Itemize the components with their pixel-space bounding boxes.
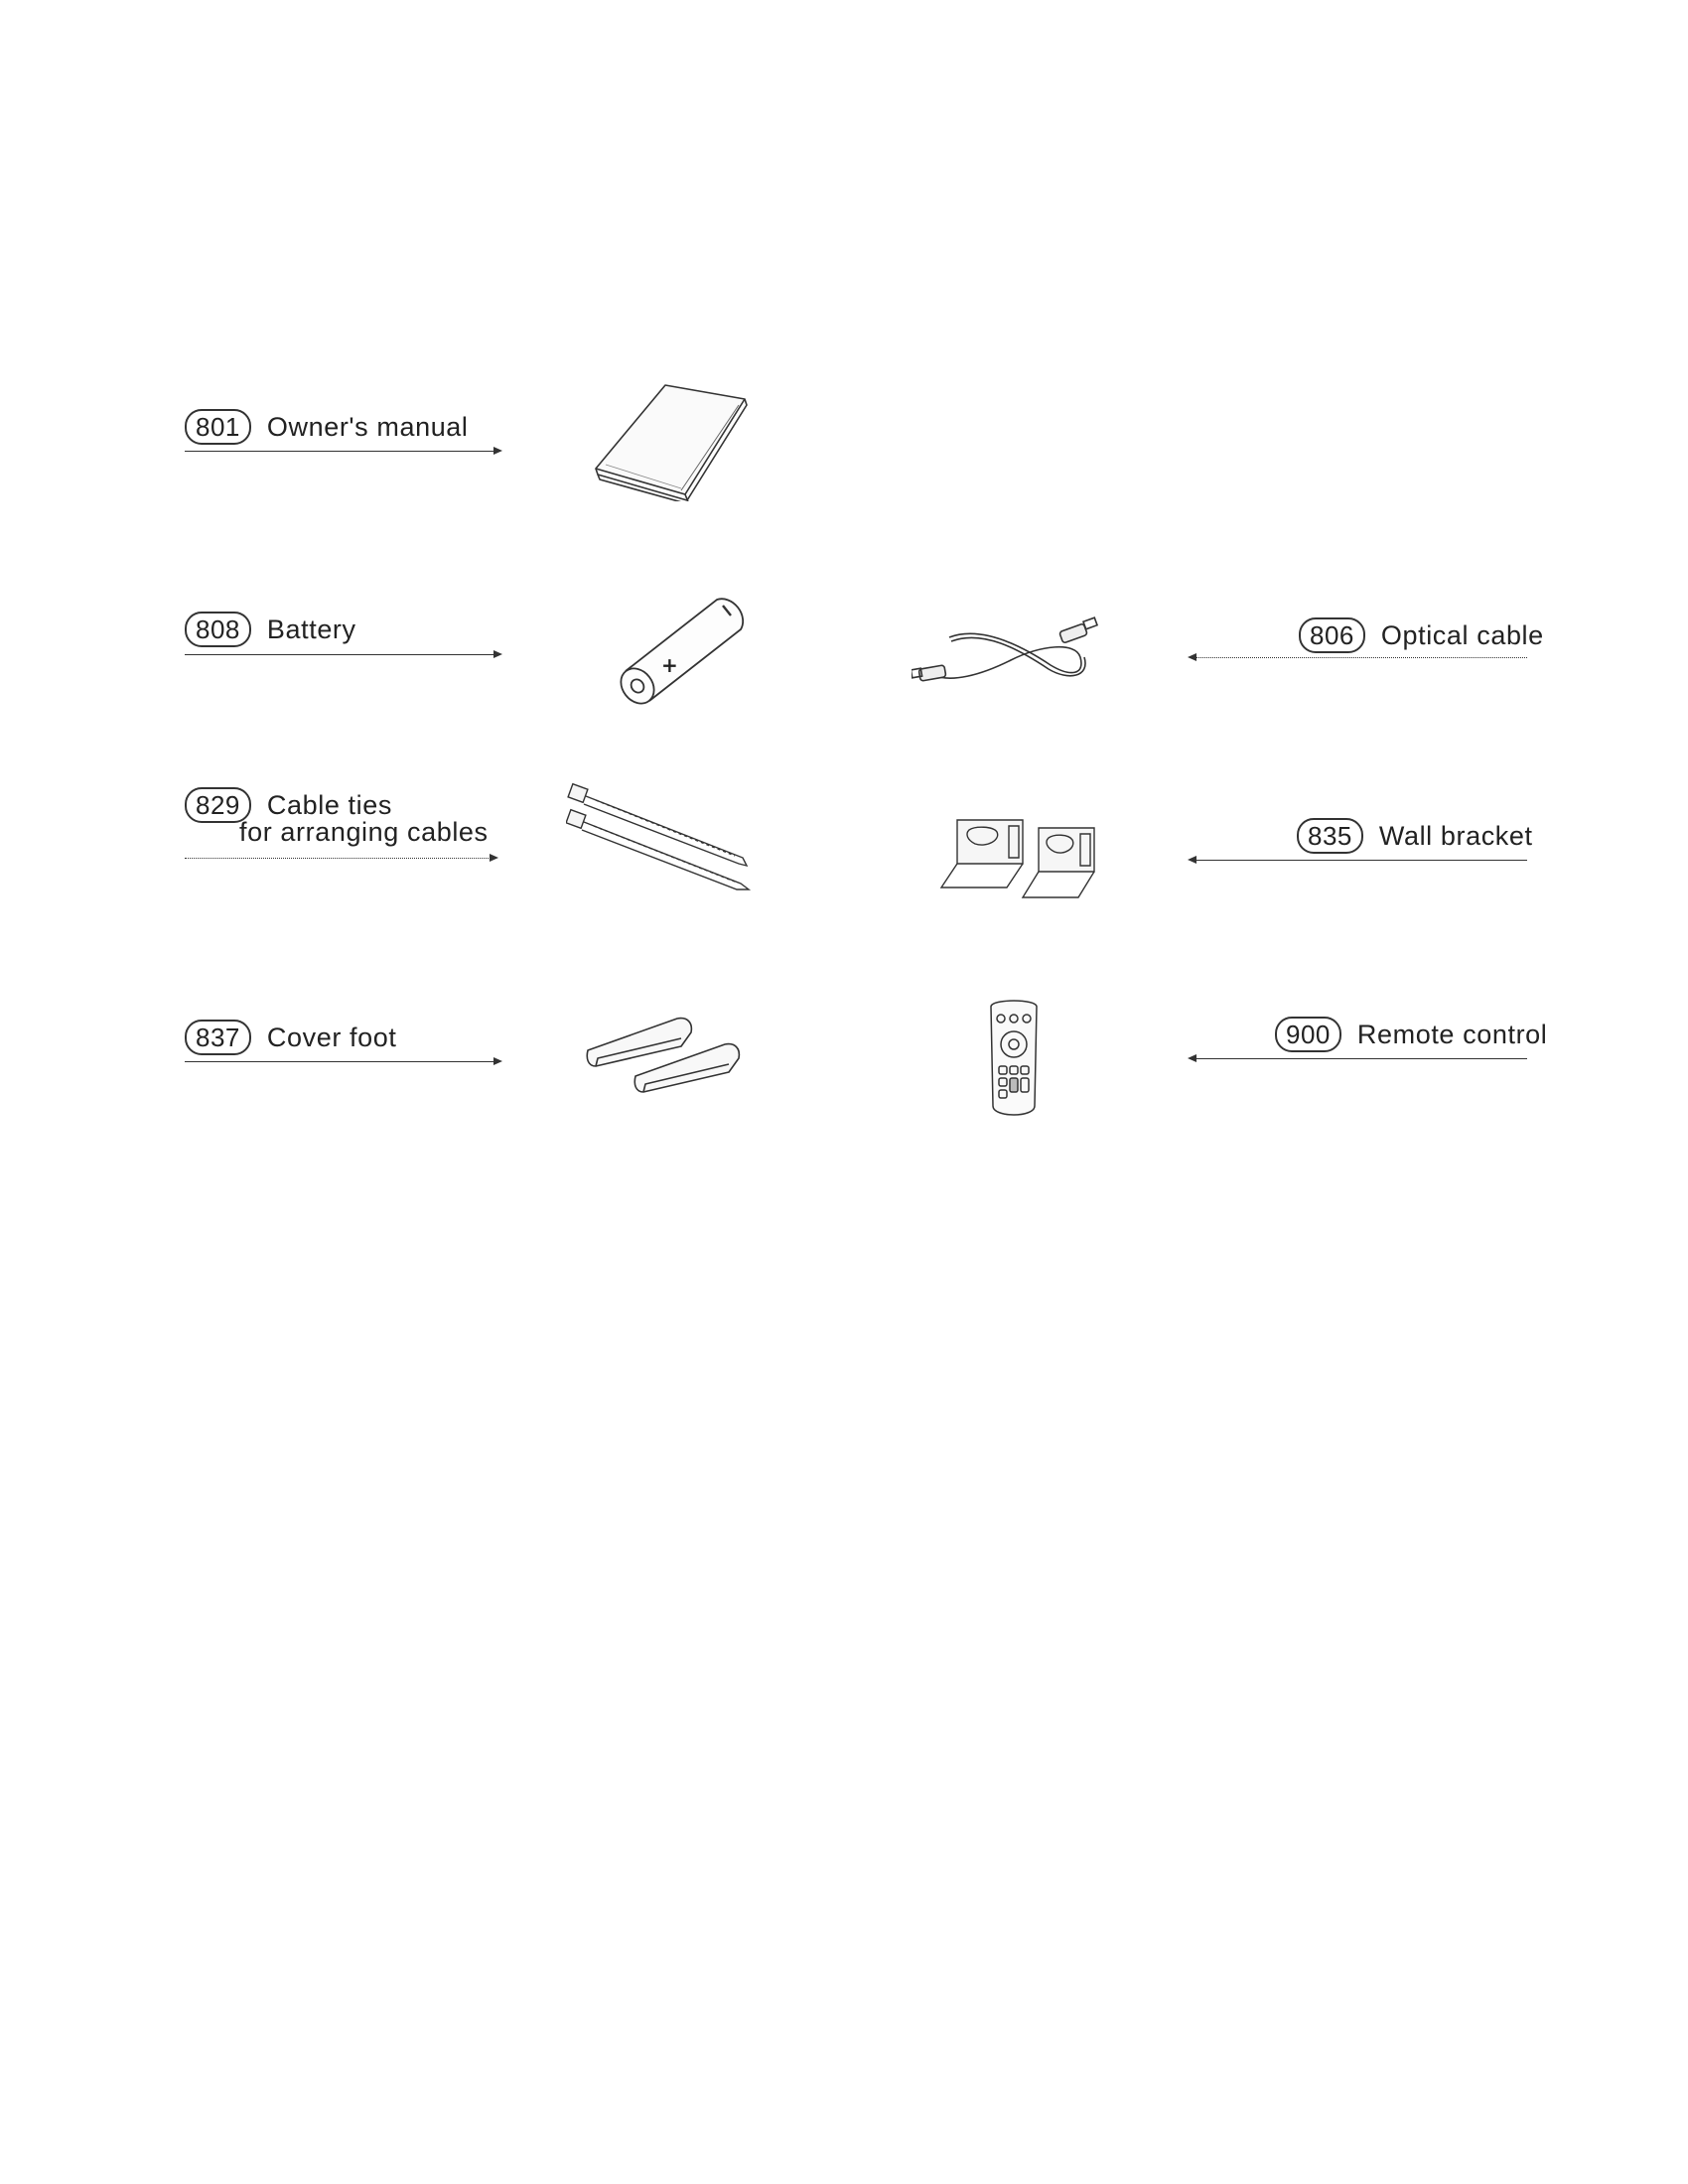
leader-line-835: [1190, 860, 1527, 861]
cable-ties-icon: [566, 782, 755, 891]
item-829-sublabel: for arranging cables: [239, 817, 489, 847]
battery-plus-symbol: +: [661, 653, 678, 677]
leader-line-806: [1190, 657, 1527, 658]
optical-cable-icon: [912, 606, 1120, 705]
leader-line-829: [185, 858, 496, 859]
item-806-label: [1299, 617, 1544, 653]
part-name: Cable ties: [266, 789, 392, 820]
part-name: Wall bracket: [1378, 820, 1533, 851]
wall-bracket-icon: [935, 812, 1104, 901]
item-801-label: [185, 409, 469, 445]
item-835-label: [1297, 818, 1533, 854]
item-900-label: [1275, 1017, 1547, 1052]
battery-icon: [606, 586, 765, 715]
remote-control-icon: [983, 997, 1045, 1120]
part-number-badge: 808: [185, 612, 251, 647]
leader-line-808: [185, 654, 500, 655]
part-number-badge: 900: [1275, 1017, 1341, 1052]
leader-line-900: [1190, 1058, 1527, 1059]
manual-booklet-icon: [586, 377, 755, 501]
part-name: Optical cable: [1380, 619, 1544, 650]
item-837-label: [185, 1020, 396, 1055]
part-number-badge: 837: [185, 1020, 251, 1055]
part-number-badge: 801: [185, 409, 251, 445]
part-name: Battery: [266, 614, 356, 644]
cover-foot-icon: [584, 1011, 753, 1110]
leader-line-837: [185, 1061, 500, 1062]
item-808-label: [185, 612, 356, 647]
part-name: Remote control: [1356, 1019, 1548, 1049]
part-number-badge: 806: [1299, 617, 1365, 653]
leader-line-801: [185, 451, 500, 452]
part-number-badge: 829: [185, 787, 251, 823]
part-number-badge: 835: [1297, 818, 1363, 854]
part-name: Cover foot: [266, 1022, 397, 1052]
part-name: Owner's manual: [266, 411, 469, 442]
